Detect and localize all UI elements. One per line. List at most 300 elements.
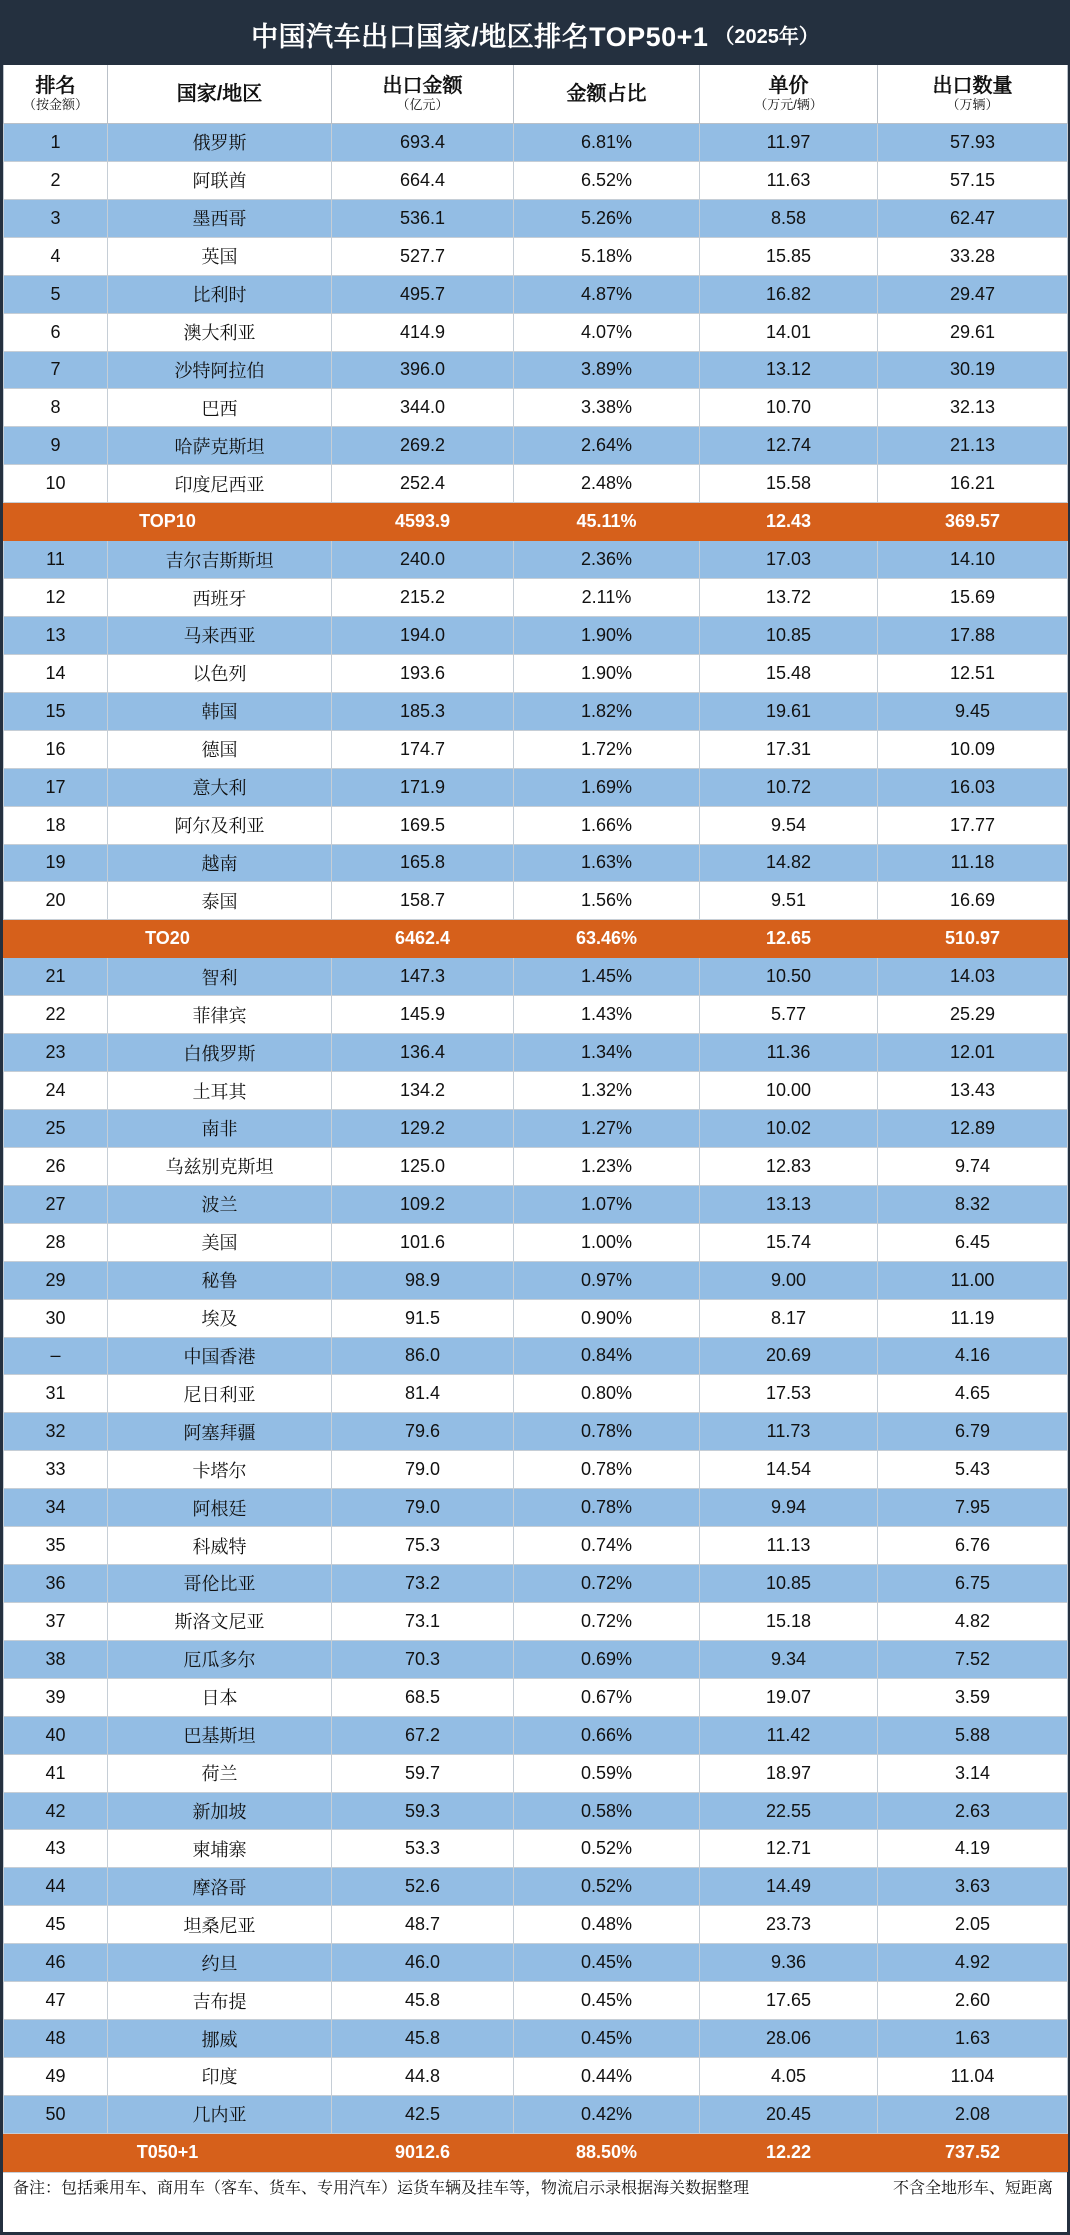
cell-amount: 536.1 bbox=[332, 199, 514, 237]
cell-quantity: 3.63 bbox=[878, 1868, 1068, 1906]
cell-price: 11.73 bbox=[700, 1413, 878, 1451]
cell-rank: 2 bbox=[4, 161, 108, 199]
cell-price: 12.65 bbox=[700, 920, 878, 958]
cell-country: 厄瓜多尔 bbox=[108, 1640, 332, 1678]
cell-rank: – bbox=[4, 1337, 108, 1375]
cell-price: 10.85 bbox=[700, 1565, 878, 1603]
cell-country: 荷兰 bbox=[108, 1754, 332, 1792]
table-row bbox=[4, 1792, 1068, 1830]
cell-share: 1.00% bbox=[514, 1223, 700, 1261]
cell-price: 16.82 bbox=[700, 275, 878, 313]
cell-quantity: 57.15 bbox=[878, 161, 1068, 199]
cell-amount: 53.3 bbox=[332, 1830, 514, 1868]
cell-country: 马来西亚 bbox=[108, 616, 332, 654]
cell-country: 阿尔及利亚 bbox=[108, 806, 332, 844]
cell-quantity: 9.45 bbox=[878, 692, 1068, 730]
cell-country: 巴西 bbox=[108, 389, 332, 427]
cell-rank: 19 bbox=[4, 844, 108, 882]
table-row bbox=[4, 389, 1068, 427]
cell-amount: 194.0 bbox=[332, 616, 514, 654]
cell-rank: 42 bbox=[4, 1792, 108, 1830]
cell-share: 88.50% bbox=[514, 2133, 700, 2171]
cell-share: 1.69% bbox=[514, 768, 700, 806]
cell-amount: 269.2 bbox=[332, 427, 514, 465]
cell-quantity: 12.51 bbox=[878, 654, 1068, 692]
table-row bbox=[4, 1299, 1068, 1337]
cell-country: 新加坡 bbox=[108, 1792, 332, 1830]
cell-rank: 4 bbox=[4, 237, 108, 275]
footer-note-area bbox=[3, 2172, 1067, 2232]
cell-share: 6.81% bbox=[514, 124, 700, 162]
cell-amount: 169.5 bbox=[332, 806, 514, 844]
column-header-quantity-label: 出口数量 bbox=[932, 75, 1013, 98]
table-row bbox=[4, 806, 1068, 844]
cell-price: 10.85 bbox=[700, 616, 878, 654]
cell-share: 0.48% bbox=[514, 1906, 700, 1944]
cell-price: 12.43 bbox=[700, 503, 878, 541]
table-row bbox=[4, 1034, 1068, 1072]
table-row bbox=[4, 2058, 1068, 2096]
table-row bbox=[4, 996, 1068, 1034]
cell-rank: 28 bbox=[4, 1223, 108, 1261]
cell-share: 4.87% bbox=[514, 275, 700, 313]
cell-rank: 13 bbox=[4, 616, 108, 654]
cell-price: 13.13 bbox=[700, 1185, 878, 1223]
cell-country: 德国 bbox=[108, 730, 332, 768]
cell-share: 0.45% bbox=[514, 2020, 700, 2058]
cell-share: 2.64% bbox=[514, 427, 700, 465]
cell-quantity: 5.43 bbox=[878, 1451, 1068, 1489]
cell-share: 4.07% bbox=[514, 313, 700, 351]
cell-country: 中国香港 bbox=[108, 1337, 332, 1375]
cell-quantity: 4.82 bbox=[878, 1602, 1068, 1640]
export-ranking-table bbox=[3, 65, 1068, 2172]
cell-rank: 49 bbox=[4, 2058, 108, 2096]
table-row bbox=[4, 1565, 1068, 1603]
cell-country: 西班牙 bbox=[108, 579, 332, 617]
cell-price: 9.51 bbox=[700, 882, 878, 920]
cell-rank: 34 bbox=[4, 1489, 108, 1527]
cell-rank: 10 bbox=[4, 465, 108, 503]
cell-country: 约旦 bbox=[108, 1944, 332, 1982]
cell-amount: 81.4 bbox=[332, 1375, 514, 1413]
cell-rank: 43 bbox=[4, 1830, 108, 1868]
cell-amount: 215.2 bbox=[332, 579, 514, 617]
cell-rank: 6 bbox=[4, 313, 108, 351]
cell-share: 0.58% bbox=[514, 1792, 700, 1830]
cell-share: 1.32% bbox=[514, 1072, 700, 1110]
cell-share: 0.45% bbox=[514, 1944, 700, 1982]
cell-rank: 41 bbox=[4, 1754, 108, 1792]
cell-quantity: 33.28 bbox=[878, 237, 1068, 275]
cell-amount: 171.9 bbox=[332, 768, 514, 806]
table-row-subtotal bbox=[4, 920, 1068, 958]
cell-amount: 59.3 bbox=[332, 1792, 514, 1830]
table-row bbox=[4, 1223, 1068, 1261]
cell-price: 10.02 bbox=[700, 1109, 878, 1147]
cell-share: 0.45% bbox=[514, 1982, 700, 2020]
cell-amount: 75.3 bbox=[332, 1527, 514, 1565]
cell-quantity: 11.04 bbox=[878, 2058, 1068, 2096]
cell-amount: 136.4 bbox=[332, 1034, 514, 1072]
table-header-row bbox=[4, 65, 1068, 124]
cell-amount: 240.0 bbox=[332, 541, 514, 579]
cell-country: 斯洛文尼亚 bbox=[108, 1602, 332, 1640]
cell-quantity: 11.19 bbox=[878, 1299, 1068, 1337]
cell-quantity: 16.69 bbox=[878, 882, 1068, 920]
cell-rank: 8 bbox=[4, 389, 108, 427]
cell-price: 19.07 bbox=[700, 1678, 878, 1716]
cell-share: 0.78% bbox=[514, 1413, 700, 1451]
cell-quantity: 11.00 bbox=[878, 1261, 1068, 1299]
column-header-quantity-unit: （万辆） bbox=[946, 97, 999, 113]
cell-quantity: 8.32 bbox=[878, 1185, 1068, 1223]
cell-amount: 185.3 bbox=[332, 692, 514, 730]
cell-rank: 33 bbox=[4, 1451, 108, 1489]
cell-amount: 46.0 bbox=[332, 1944, 514, 1982]
cell-country: 阿根廷 bbox=[108, 1489, 332, 1527]
cell-country: 阿联酋 bbox=[108, 161, 332, 199]
table-row bbox=[4, 2020, 1068, 2058]
cell-price: 15.48 bbox=[700, 654, 878, 692]
table-row-subtotal bbox=[4, 2133, 1068, 2171]
cell-rank: 25 bbox=[4, 1109, 108, 1147]
cell-rank: 26 bbox=[4, 1147, 108, 1185]
cell-share: 1.27% bbox=[514, 1109, 700, 1147]
column-header-rank bbox=[4, 65, 108, 124]
table-row bbox=[4, 1072, 1068, 1110]
cell-amount: 158.7 bbox=[332, 882, 514, 920]
cell-country: 吉布提 bbox=[108, 1982, 332, 2020]
cell-share: 1.66% bbox=[514, 806, 700, 844]
cell-amount: 396.0 bbox=[332, 351, 514, 389]
cell-quantity: 13.43 bbox=[878, 1072, 1068, 1110]
cell-amount: 68.5 bbox=[332, 1678, 514, 1716]
column-header-share-label: 金额占比 bbox=[566, 83, 647, 105]
cell-amount: 693.4 bbox=[332, 124, 514, 162]
cell-country: 尼日利亚 bbox=[108, 1375, 332, 1413]
cell-price: 12.83 bbox=[700, 1147, 878, 1185]
cell-price: 12.22 bbox=[700, 2133, 878, 2171]
table-row bbox=[4, 161, 1068, 199]
cell-country: 俄罗斯 bbox=[108, 124, 332, 162]
cell-share: 0.84% bbox=[514, 1337, 700, 1375]
cell-rank: 38 bbox=[4, 1640, 108, 1678]
cell-quantity: 14.10 bbox=[878, 541, 1068, 579]
table-row bbox=[4, 1678, 1068, 1716]
cell-rank: 39 bbox=[4, 1678, 108, 1716]
cell-amount: 101.6 bbox=[332, 1223, 514, 1261]
cell-country: 挪威 bbox=[108, 2020, 332, 2058]
cell-price: 10.00 bbox=[700, 1072, 878, 1110]
cell-price: 10.72 bbox=[700, 768, 878, 806]
table-row bbox=[4, 1868, 1068, 1906]
cell-price: 28.06 bbox=[700, 2020, 878, 2058]
cell-country: 阿塞拜疆 bbox=[108, 1413, 332, 1451]
cell-share: 1.45% bbox=[514, 958, 700, 996]
table-row bbox=[4, 1375, 1068, 1413]
cell-country: 坦桑尼亚 bbox=[108, 1906, 332, 1944]
cell-rank: 9 bbox=[4, 427, 108, 465]
cell-country: 墨西哥 bbox=[108, 199, 332, 237]
cell-country: 吉尔吉斯斯坦 bbox=[108, 541, 332, 579]
cell-share: 1.34% bbox=[514, 1034, 700, 1072]
cell-quantity: 9.74 bbox=[878, 1147, 1068, 1185]
column-header-rank-label: 排名 bbox=[35, 75, 76, 98]
cell-amount: 125.0 bbox=[332, 1147, 514, 1185]
cell-price: 18.97 bbox=[700, 1754, 878, 1792]
cell-country: 英国 bbox=[108, 237, 332, 275]
cell-quantity: 17.77 bbox=[878, 806, 1068, 844]
cell-price: 19.61 bbox=[700, 692, 878, 730]
column-header-price bbox=[700, 65, 878, 124]
cell-share: 0.72% bbox=[514, 1602, 700, 1640]
cell-country: 秘鲁 bbox=[108, 1261, 332, 1299]
cell-amount: 67.2 bbox=[332, 1716, 514, 1754]
cell-rank: 35 bbox=[4, 1527, 108, 1565]
cell-share: 1.90% bbox=[514, 654, 700, 692]
cell-share: 5.18% bbox=[514, 237, 700, 275]
cell-country: 卡塔尔 bbox=[108, 1451, 332, 1489]
cell-quantity: 12.89 bbox=[878, 1109, 1068, 1147]
cell-quantity: 5.88 bbox=[878, 1716, 1068, 1754]
table-row bbox=[4, 768, 1068, 806]
cell-quantity: 4.65 bbox=[878, 1375, 1068, 1413]
table-row bbox=[4, 1413, 1068, 1451]
cell-amount: 42.5 bbox=[332, 2095, 514, 2133]
table-row bbox=[4, 1944, 1068, 1982]
table-row bbox=[4, 1261, 1068, 1299]
cell-rank: 47 bbox=[4, 1982, 108, 2020]
cell-amount: 344.0 bbox=[332, 389, 514, 427]
cell-quantity: 29.61 bbox=[878, 313, 1068, 351]
cell-share: 2.36% bbox=[514, 541, 700, 579]
footer-note: 备注：包括乘用车、商用车（客车、货车、专用汽车）运货车辆及挂车等，物流启示录根据海关数据整理 bbox=[13, 2180, 750, 2197]
cell-country: 印度 bbox=[108, 2058, 332, 2096]
cell-amount: 134.2 bbox=[332, 1072, 514, 1110]
table-row bbox=[4, 1489, 1068, 1527]
cell-country: 美国 bbox=[108, 1223, 332, 1261]
cell-price: 5.77 bbox=[700, 996, 878, 1034]
table-row bbox=[4, 844, 1068, 882]
cell-price: 4.05 bbox=[700, 2058, 878, 2096]
cell-price: 14.01 bbox=[700, 313, 878, 351]
column-header-quantity bbox=[878, 65, 1068, 124]
cell-subtotal-label: TOP10 bbox=[4, 503, 332, 541]
cell-quantity: 3.59 bbox=[878, 1678, 1068, 1716]
page-title-year: （2025年） bbox=[714, 25, 819, 48]
table-row bbox=[4, 1982, 1068, 2020]
cell-quantity: 2.60 bbox=[878, 1982, 1068, 2020]
cell-share: 1.23% bbox=[514, 1147, 700, 1185]
cell-share: 1.90% bbox=[514, 616, 700, 654]
cell-price: 11.36 bbox=[700, 1034, 878, 1072]
cell-share: 2.11% bbox=[514, 579, 700, 617]
cell-quantity: 14.03 bbox=[878, 958, 1068, 996]
cell-country: 哥伦比亚 bbox=[108, 1565, 332, 1603]
cell-country: 科威特 bbox=[108, 1527, 332, 1565]
table-row bbox=[4, 1109, 1068, 1147]
cell-quantity: 30.19 bbox=[878, 351, 1068, 389]
cell-rank: 14 bbox=[4, 654, 108, 692]
cell-quantity: 21.13 bbox=[878, 427, 1068, 465]
cell-rank: 30 bbox=[4, 1299, 108, 1337]
table-row bbox=[4, 427, 1068, 465]
cell-share: 0.69% bbox=[514, 1640, 700, 1678]
cell-rank: 17 bbox=[4, 768, 108, 806]
cell-share: 0.67% bbox=[514, 1678, 700, 1716]
cell-rank: 12 bbox=[4, 579, 108, 617]
cell-price: 10.70 bbox=[700, 389, 878, 427]
cell-amount: 252.4 bbox=[332, 465, 514, 503]
cell-country: 白俄罗斯 bbox=[108, 1034, 332, 1072]
cell-share: 1.07% bbox=[514, 1185, 700, 1223]
cell-amount: 193.6 bbox=[332, 654, 514, 692]
cell-share: 0.42% bbox=[514, 2095, 700, 2133]
cell-price: 10.50 bbox=[700, 958, 878, 996]
cell-amount: 129.2 bbox=[332, 1109, 514, 1147]
cell-quantity: 16.03 bbox=[878, 768, 1068, 806]
cell-share: 0.66% bbox=[514, 1716, 700, 1754]
cell-price: 9.54 bbox=[700, 806, 878, 844]
cell-amount: 52.6 bbox=[332, 1868, 514, 1906]
cell-amount: 98.9 bbox=[332, 1261, 514, 1299]
cell-country: 埃及 bbox=[108, 1299, 332, 1337]
cell-price: 23.73 bbox=[700, 1906, 878, 1944]
table-row bbox=[4, 616, 1068, 654]
cell-quantity: 7.52 bbox=[878, 1640, 1068, 1678]
cell-amount: 45.8 bbox=[332, 1982, 514, 2020]
cell-country: 土耳其 bbox=[108, 1072, 332, 1110]
cell-price: 8.17 bbox=[700, 1299, 878, 1337]
cell-rank: 31 bbox=[4, 1375, 108, 1413]
cell-rank: 24 bbox=[4, 1072, 108, 1110]
cell-share: 0.90% bbox=[514, 1299, 700, 1337]
cell-quantity: 32.13 bbox=[878, 389, 1068, 427]
cell-price: 9.34 bbox=[700, 1640, 878, 1678]
table-row bbox=[4, 692, 1068, 730]
cell-country: 意大利 bbox=[108, 768, 332, 806]
cell-share: 0.44% bbox=[514, 2058, 700, 2096]
cell-quantity: 6.76 bbox=[878, 1527, 1068, 1565]
cell-country: 智利 bbox=[108, 958, 332, 996]
cell-country: 南非 bbox=[108, 1109, 332, 1147]
table-row bbox=[4, 1640, 1068, 1678]
table-row bbox=[4, 124, 1068, 162]
cell-price: 20.69 bbox=[700, 1337, 878, 1375]
cell-country: 澳大利亚 bbox=[108, 313, 332, 351]
cell-share: 0.97% bbox=[514, 1261, 700, 1299]
cell-amount: 109.2 bbox=[332, 1185, 514, 1223]
cell-quantity: 6.75 bbox=[878, 1565, 1068, 1603]
cell-quantity: 2.05 bbox=[878, 1906, 1068, 1944]
cell-share: 1.43% bbox=[514, 996, 700, 1034]
cell-amount: 4593.9 bbox=[332, 503, 514, 541]
cell-rank: 16 bbox=[4, 730, 108, 768]
cell-rank: 40 bbox=[4, 1716, 108, 1754]
cell-amount: 91.5 bbox=[332, 1299, 514, 1337]
cell-country: 哈萨克斯坦 bbox=[108, 427, 332, 465]
cell-amount: 147.3 bbox=[332, 958, 514, 996]
cell-price: 22.55 bbox=[700, 1792, 878, 1830]
page-title-bar bbox=[3, 3, 1067, 65]
cell-rank: 1 bbox=[4, 124, 108, 162]
table-row bbox=[4, 1830, 1068, 1868]
cell-price: 11.13 bbox=[700, 1527, 878, 1565]
table-row bbox=[4, 579, 1068, 617]
cell-quantity: 10.09 bbox=[878, 730, 1068, 768]
column-header-amount bbox=[332, 65, 514, 124]
table-row bbox=[4, 1906, 1068, 1944]
cell-subtotal-label: TO20 bbox=[4, 920, 332, 958]
cell-country: 巴基斯坦 bbox=[108, 1716, 332, 1754]
cell-price: 11.42 bbox=[700, 1716, 878, 1754]
cell-share: 0.78% bbox=[514, 1451, 700, 1489]
column-header-country bbox=[108, 65, 332, 124]
cell-quantity: 2.63 bbox=[878, 1792, 1068, 1830]
cell-amount: 495.7 bbox=[332, 275, 514, 313]
table-row bbox=[4, 1754, 1068, 1792]
cell-price: 11.63 bbox=[700, 161, 878, 199]
cell-quantity: 737.52 bbox=[878, 2133, 1068, 2171]
cell-share: 1.63% bbox=[514, 844, 700, 882]
cell-amount: 6462.4 bbox=[332, 920, 514, 958]
cell-amount: 527.7 bbox=[332, 237, 514, 275]
cell-price: 13.12 bbox=[700, 351, 878, 389]
table-row bbox=[4, 2095, 1068, 2133]
cell-quantity: 1.63 bbox=[878, 2020, 1068, 2058]
cell-amount: 73.1 bbox=[332, 1602, 514, 1640]
cell-amount: 48.7 bbox=[332, 1906, 514, 1944]
cell-quantity: 11.18 bbox=[878, 844, 1068, 882]
cell-quantity: 17.88 bbox=[878, 616, 1068, 654]
cell-share: 0.59% bbox=[514, 1754, 700, 1792]
cell-price: 14.54 bbox=[700, 1451, 878, 1489]
cell-quantity: 510.97 bbox=[878, 920, 1068, 958]
cell-rank: 48 bbox=[4, 2020, 108, 2058]
table-header bbox=[4, 65, 1068, 124]
table-row bbox=[4, 654, 1068, 692]
cell-country: 菲律宾 bbox=[108, 996, 332, 1034]
cell-country: 日本 bbox=[108, 1678, 332, 1716]
cell-quantity: 6.45 bbox=[878, 1223, 1068, 1261]
table-row bbox=[4, 1147, 1068, 1185]
cell-share: 45.11% bbox=[514, 503, 700, 541]
cell-price: 17.65 bbox=[700, 1982, 878, 2020]
cell-share: 0.72% bbox=[514, 1565, 700, 1603]
cell-country: 以色列 bbox=[108, 654, 332, 692]
cell-country: 几内亚 bbox=[108, 2095, 332, 2133]
cell-quantity: 4.92 bbox=[878, 1944, 1068, 1982]
cell-price: 12.71 bbox=[700, 1830, 878, 1868]
cell-quantity: 15.69 bbox=[878, 579, 1068, 617]
cell-rank: 50 bbox=[4, 2095, 108, 2133]
table-row bbox=[4, 1451, 1068, 1489]
cell-share: 1.82% bbox=[514, 692, 700, 730]
cell-country: 摩洛哥 bbox=[108, 1868, 332, 1906]
cell-price: 9.00 bbox=[700, 1261, 878, 1299]
cell-amount: 414.9 bbox=[332, 313, 514, 351]
cell-price: 15.18 bbox=[700, 1602, 878, 1640]
cell-amount: 9012.6 bbox=[332, 2133, 514, 2171]
cell-amount: 165.8 bbox=[332, 844, 514, 882]
cell-rank: 23 bbox=[4, 1034, 108, 1072]
cell-country: 波兰 bbox=[108, 1185, 332, 1223]
cell-amount: 45.8 bbox=[332, 2020, 514, 2058]
table-row bbox=[4, 313, 1068, 351]
cell-share: 0.78% bbox=[514, 1489, 700, 1527]
cell-country: 乌兹别克斯坦 bbox=[108, 1147, 332, 1185]
